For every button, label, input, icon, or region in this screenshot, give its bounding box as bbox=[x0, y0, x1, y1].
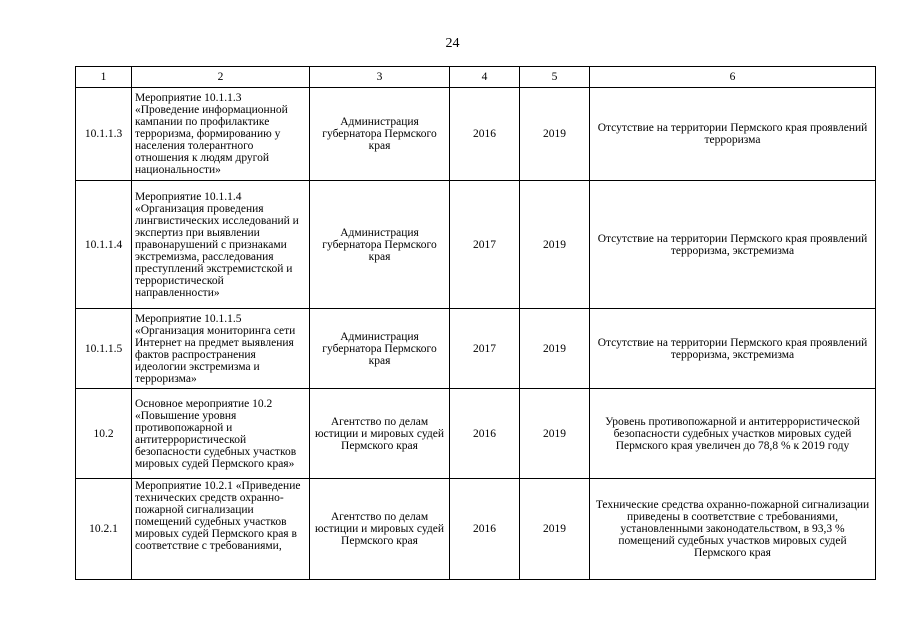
row-id: 10.2.1 bbox=[76, 479, 132, 580]
start-year: 2017 bbox=[450, 309, 520, 389]
column-header: 5 bbox=[520, 67, 590, 88]
column-header: 6 bbox=[590, 67, 876, 88]
executor: Администрация губернатора Пермского края bbox=[310, 88, 450, 181]
start-year: 2016 bbox=[450, 88, 520, 181]
column-header: 2 bbox=[132, 67, 310, 88]
row-id: 10.1.1.5 bbox=[76, 309, 132, 389]
expected-result: Уровень противопожарной и антитеррористической безопасности судебных участков мировых судей Пермского края увеличен до 78,8 % к 2019 году bbox=[590, 389, 876, 479]
expected-result: Отсутствие на территории Пермского края проявлений терроризма, экстремизма bbox=[590, 309, 876, 389]
table-row bbox=[76, 181, 876, 309]
measure-title bbox=[132, 479, 310, 580]
start-year: 2016 bbox=[450, 479, 520, 580]
end-year: 2019 bbox=[520, 389, 590, 479]
executor: Администрация губернатора Пермского края bbox=[310, 181, 450, 309]
column-header: 1 bbox=[76, 67, 132, 88]
expected-result: Отсутствие на территории Пермского края проявлений терроризма bbox=[590, 88, 876, 181]
measure-title: Мероприятие 10.1.1.4 «Организация проведения лингвистических исследований и экспертиз при выявлении правонарушений с признаками экстремизма, расследования преступлений экстремистской и террористической направленности» bbox=[132, 181, 310, 309]
executor: Агентство по делам юстиции и мировых судей Пермского края bbox=[310, 389, 450, 479]
end-year: 2019 bbox=[520, 88, 590, 181]
start-year: 2017 bbox=[450, 181, 520, 309]
table-row bbox=[76, 389, 876, 479]
end-year: 2019 bbox=[520, 479, 590, 580]
table-header-row bbox=[76, 67, 876, 88]
executor: Администрация губернатора Пермского края bbox=[310, 309, 450, 389]
row-id: 10.1.1.4 bbox=[76, 181, 132, 309]
table-row bbox=[76, 309, 876, 389]
row-id: 10.2 bbox=[76, 389, 132, 479]
measure-title: Мероприятие 10.1.1.5 «Организация мониторинга сети Интернет на предмет выявления фактов распространения идеологии экстремизма и терроризма» bbox=[132, 309, 310, 389]
expected-result: Технические средства охранно-пожарной сигнализации приведены в соответствие с требованиями, установленными законодательством, в 93,3 % помещений судебных участков мировых судей Пермского края bbox=[590, 479, 876, 580]
executor: Агентство по делам юстиции и мировых судей Пермского края bbox=[310, 479, 450, 580]
expected-result: Отсутствие на территории Пермского края проявлений терроризма, экстремизма bbox=[590, 181, 876, 309]
start-year: 2016 bbox=[450, 389, 520, 479]
end-year: 2019 bbox=[520, 309, 590, 389]
table-row bbox=[76, 88, 876, 181]
measure-title: Основное мероприятие 10.2 «Повышение уровня противопожарной и антитеррористической безопасности судебных участков мировых судей Пермского края» bbox=[132, 389, 310, 479]
measure-title-text: Мероприятие 10.2.1 «Приведение технических средств охранно-пожарной сигнализации помещений судебных участков мировых судей Пермского края в соответствие с требованиями, bbox=[135, 480, 301, 552]
row-id: 10.1.1.3 bbox=[76, 88, 132, 181]
end-year: 2019 bbox=[520, 181, 590, 309]
column-header: 4 bbox=[450, 67, 520, 88]
page-number: 24 bbox=[445, 36, 460, 51]
measure-title: Мероприятие 10.1.1.3 «Проведение информационной кампании по профилактике терроризма, формированию у населения толерантного отношения к людям другой национальности» bbox=[132, 88, 310, 181]
measures-table bbox=[75, 66, 876, 580]
table-row bbox=[76, 479, 876, 580]
column-header: 3 bbox=[310, 67, 450, 88]
